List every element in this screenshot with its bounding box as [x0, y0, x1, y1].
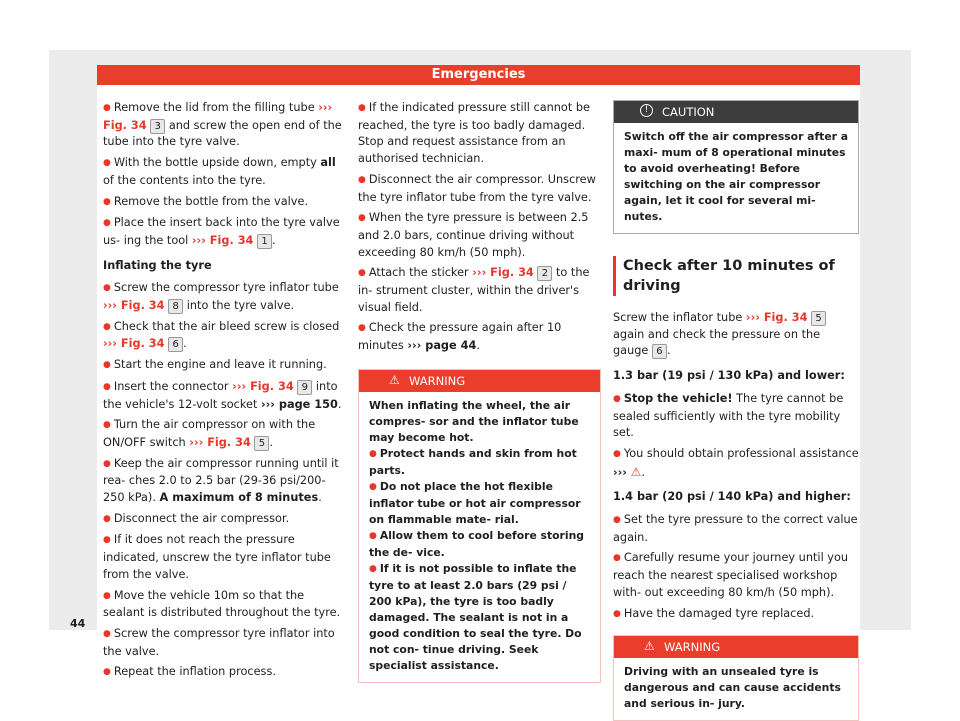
- list-item: ● You should obtain professional assistance ››› ⚠.: [613, 446, 859, 479]
- figure-callout: 1: [257, 234, 272, 249]
- figure-link[interactable]: ››› Fig. 34: [191, 233, 254, 247]
- figure-link[interactable]: ››› Fig. 34: [472, 266, 534, 280]
- bullet-icon: ●: [358, 174, 366, 185]
- list-item: ● Remove the lid from the filling tube ››› Fig. 34 3 and screw the open end of the tube into the tyre valve.: [103, 101, 342, 149]
- column-2: [358, 100, 601, 683]
- caution-box: [613, 100, 859, 234]
- subheading: 1.3 bar (19 psi / 130 kPa) and lower:: [613, 369, 845, 383]
- figure-callout: 2: [537, 266, 552, 281]
- warning-box: [358, 369, 601, 683]
- bullet-icon: ●: [369, 481, 377, 492]
- page-header: Emergencies: [97, 65, 860, 85]
- bullet-icon: ●: [103, 103, 111, 113]
- column-1: [103, 100, 343, 686]
- info-circle-icon: !: [640, 104, 653, 117]
- bullet-icon: ●: [103, 628, 111, 639]
- figure-callout: 8: [168, 299, 183, 314]
- caution-body: Switch off the air compressor after a maxi- mum of 8 operational minutes to avoid overheating! Before switching on the air compressor again, let it cool for several mi- nutes.: [624, 130, 849, 223]
- list-item: ● Place the insert back into the tyre valve us- ing the tool ››› Fig. 34 1 .: [103, 216, 340, 247]
- figure-callout: 6: [168, 337, 183, 352]
- figure-callout: 5: [811, 311, 826, 326]
- page-link[interactable]: ››› page 150: [260, 397, 338, 411]
- list-item: ● Insert the connector ››› Fig. 34 9 into the vehicle's 12-volt socket ››› page 150.: [103, 379, 342, 411]
- bullet-icon: ●: [369, 530, 377, 541]
- warning-triangle-icon: ⚠: [644, 639, 655, 654]
- bullet-icon: ●: [358, 268, 366, 279]
- list-item: ● Stop the vehicle! The tyre cannot be sealed sufficiently with the tyre mobility set.: [613, 391, 844, 440]
- paragraph: Screw the inflator tube ››› Fig. 34 5 again and check the pressure on the gauge 6 .: [613, 310, 859, 360]
- column-3: [613, 100, 859, 721]
- list-item: ● If the indicated pressure still cannot be reached, the tyre is too badly damaged. Stop and request assistance from an authorised technician.: [358, 101, 590, 166]
- list-item: ● When the tyre pressure is between 2.5 and 2.0 bars, continue driving without exceeding 80 km/h (50 mph).: [358, 211, 589, 259]
- bullet-icon: ●: [103, 420, 111, 431]
- bullet-icon: ●: [613, 393, 621, 404]
- bullet-icon: ●: [103, 590, 111, 601]
- bullet-icon: ●: [358, 213, 366, 224]
- list-item: ● Disconnect the air compressor.: [103, 511, 290, 525]
- figure-callout: 6: [652, 344, 667, 359]
- bullet-icon: ●: [613, 553, 621, 564]
- bullet-icon: ●: [613, 608, 621, 619]
- list-item: ● With the bottle upside down, empty all of the contents into the tyre.: [103, 156, 336, 187]
- figure-callout: 5: [254, 436, 269, 451]
- figure-callout: 9: [297, 380, 312, 395]
- bullet-icon: ●: [103, 321, 111, 332]
- list-item: ● Keep the air compressor running until it rea- ches 2.0 to 2.5 bar (29-36 psi/200-250 kPa). A maximum of 8 minutes.: [103, 456, 339, 505]
- caution-header: ! CAUTION: [614, 101, 858, 123]
- list-item: ● Screw the compressor tyre inflator tube ››› Fig. 34 8 into the tyre valve.: [103, 281, 339, 313]
- list-item: ● Check that the air bleed screw is closed ››› Fig. 34 6 .: [103, 319, 340, 351]
- page-number: 44: [70, 617, 86, 630]
- list-item: ● If it is not possible to inflate the tyre to at least 2.0 bars (29 psi / 200 kPa), the tyre is too badly damaged. The sealant is not in a good condition to seal the tyre. Do not con- tinue driving. Seek specialist assistance.: [369, 561, 582, 672]
- warning-triangle-icon: ⚠: [630, 464, 642, 479]
- bullet-icon: ●: [103, 667, 111, 678]
- list-item: ● Screw the compressor tyre inflator into the valve.: [103, 626, 335, 658]
- bullet-icon: ●: [369, 563, 377, 574]
- bullet-icon: ●: [103, 218, 111, 229]
- bullet-icon: ●: [358, 103, 366, 113]
- figure-callout: 3: [150, 119, 165, 134]
- warning-body: When inflating the wheel, the air compres- sor and the inflator tube may become hot. ● Protect hands and skin from hot parts. ● Do not place the hot flexible inflator tube or hot air compressor on flammable mate- rial. ● Allow them to cool before storing the de- vice. ● If it is not possible to inflate the tyre to at least 2.0 bars (29 psi / 200 kPa), the tyre is too badly damaged. The sealant is not in a good condition to seal the tyre. Do not con- tinue driving. Seek specialist assistance.: [359, 392, 600, 682]
- bullet-icon: ●: [103, 513, 111, 524]
- bullet-icon: ●: [103, 158, 111, 169]
- list-item: ● Remove the bottle from the valve.: [103, 194, 309, 208]
- list-item: ● Protect hands and skin from hot parts.: [369, 446, 577, 477]
- warning-header: ⚠ WARNING: [359, 370, 600, 392]
- list-item: ● Do not place the hot flexible inflator tube or hot air compressor on flammable mate- rial.: [369, 479, 581, 526]
- list-item: ● Have the damaged tyre replaced.: [613, 606, 815, 620]
- bullet-icon: ●: [613, 448, 621, 459]
- warning-body: Driving with an unsealed tyre is dangerous and can cause accidents and serious in- jury.: [624, 665, 841, 711]
- section-title: Check after 10 minutes of driving: [613, 256, 859, 296]
- list-item: ● Disconnect the air compressor. Unscrew the tyre inflator tube from the tyre valve.: [358, 172, 596, 204]
- list-item: ● Start the engine and leave it running.: [103, 358, 327, 372]
- figure-link[interactable]: ››› Fig. 34: [103, 337, 165, 351]
- list-item: ● Check the pressure again after 10 minutes ››› page 44.: [358, 321, 562, 353]
- list-item: ● Repeat the inflation process.: [103, 665, 276, 679]
- bullet-icon: ●: [103, 381, 111, 392]
- list-item: ● Set the tyre pressure to the correct value again.: [613, 513, 858, 544]
- bullet-icon: ●: [103, 360, 111, 371]
- bullet-icon: ●: [369, 448, 377, 459]
- warning-box: [613, 635, 859, 721]
- list-item: ● Allow them to cool before storing the de- vice.: [369, 528, 584, 559]
- warning-header: ⚠ WARNING: [614, 636, 858, 658]
- warning-link[interactable]: ›››: [613, 465, 627, 479]
- bullet-icon: ●: [613, 515, 621, 526]
- bullet-icon: ●: [103, 196, 111, 207]
- subheading: Inflating the tyre: [103, 258, 212, 272]
- list-item: ● If it does not reach the pressure indicated, unscrew the tyre inflator tube from the valve.: [103, 533, 331, 581]
- figure-link[interactable]: ››› Fig. 34: [745, 311, 808, 324]
- list-item: ● Turn the air compressor on with the ON/OFF switch ››› Fig. 34 5 .: [103, 418, 316, 449]
- bullet-icon: ●: [103, 458, 111, 469]
- page-link[interactable]: ››› page 44: [407, 339, 477, 353]
- bullet-icon: ●: [103, 283, 111, 294]
- list-item: ● Attach the sticker ››› Fig. 34 2 to the in- strument cluster, within the driver's visual field.: [358, 266, 590, 314]
- figure-link[interactable]: ››› Fig. 34: [189, 435, 251, 449]
- figure-link[interactable]: ››› Fig. 34: [232, 379, 294, 393]
- figure-link[interactable]: ››› Fig. 34: [103, 101, 333, 132]
- warning-triangle-icon: ⚠: [389, 372, 400, 387]
- list-item: ● Move the vehicle 10m so that the sealant is distributed throughout the tyre.: [103, 588, 341, 620]
- figure-link[interactable]: ››› Fig. 34: [103, 299, 165, 313]
- bullet-icon: ●: [103, 535, 111, 546]
- bullet-icon: ●: [358, 323, 366, 334]
- subheading: 1.4 bar (20 psi / 140 kPa) and higher:: [613, 490, 851, 504]
- list-item: ● Carefully resume your journey until you reach the nearest specialised workshop with- out exceeding 80 km/h (50 mph).: [613, 551, 849, 599]
